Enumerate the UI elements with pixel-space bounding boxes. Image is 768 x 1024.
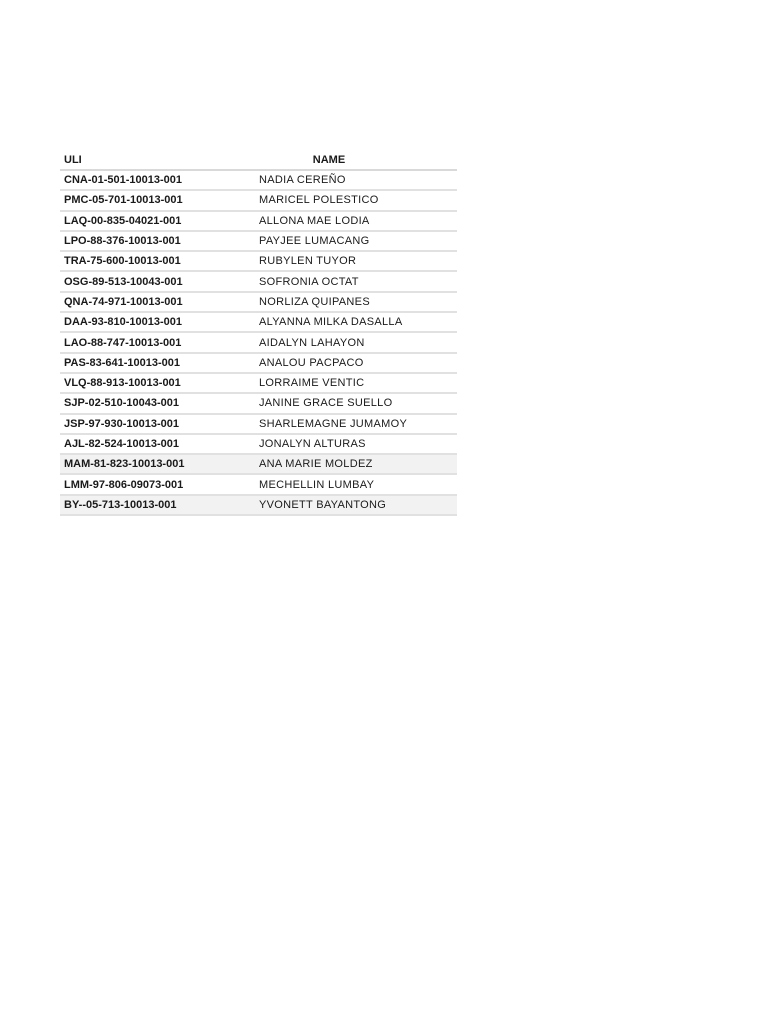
table-row bbox=[60, 394, 457, 414]
table-row bbox=[60, 496, 457, 516]
uli-cell: MAM-81-823-10013-001 bbox=[64, 458, 185, 471]
table-row bbox=[60, 435, 457, 455]
uli-cell: LAQ-00-835-04021-001 bbox=[64, 214, 182, 227]
name-cell: MARICEL POLESTICO bbox=[259, 194, 379, 207]
name-column-header: NAME bbox=[312, 154, 346, 166]
name-cell: ALLONA MAE LODIA bbox=[259, 214, 370, 227]
uli-cell: PMC-05-701-10013-001 bbox=[64, 194, 183, 207]
table-row bbox=[60, 333, 457, 353]
table-row bbox=[60, 475, 457, 495]
uli-cell: DAA-93-810-10013-001 bbox=[64, 316, 183, 329]
table-row bbox=[60, 354, 457, 374]
uli-column-header: ULI bbox=[64, 154, 82, 166]
table-row bbox=[60, 272, 457, 292]
table-header-row bbox=[60, 151, 457, 171]
table-row bbox=[60, 191, 457, 211]
name-cell: NORLIZA QUIPANES bbox=[259, 295, 370, 308]
uli-cell: PAS-83-641-10013-001 bbox=[64, 356, 180, 369]
name-cell: JONALYN ALTURAS bbox=[259, 438, 366, 450]
table-row bbox=[60, 313, 457, 333]
uli-cell: QNA-74-971-10013-001 bbox=[64, 295, 183, 308]
table-row bbox=[60, 252, 457, 272]
uli-cell: AJL-82-524-10013-001 bbox=[64, 438, 179, 450]
table-row bbox=[60, 171, 457, 191]
uli-cell: VLQ-88-913-10013-001 bbox=[64, 377, 181, 390]
name-cell: PAYJEE LUMACANG bbox=[259, 235, 370, 248]
name-cell: ANALOU PACPACO bbox=[259, 356, 364, 369]
uli-cell: TRA-75-600-10013-001 bbox=[64, 255, 181, 268]
name-cell: RUBYLEN TUYOR bbox=[259, 255, 357, 268]
uli-cell: SJP-02-510-10043-001 bbox=[64, 397, 179, 410]
name-cell: MECHELLIN LUMBAY bbox=[259, 478, 375, 491]
uli-cell: BY--05-713-10013-001 bbox=[64, 498, 177, 511]
uli-cell: JSP-97-930-10013-001 bbox=[64, 417, 179, 430]
uli-cell: LMM-97-806-09073-001 bbox=[64, 478, 184, 491]
name-cell: YVONETT BAYANTONG bbox=[259, 498, 387, 511]
name-cell: ALYANNA MILKA DASALLA bbox=[259, 316, 403, 329]
table-row bbox=[60, 374, 457, 394]
name-cell: SHARLEMAGNE JUMAMOY bbox=[259, 417, 408, 430]
uli-cell: LAO-88-747-10013-001 bbox=[64, 336, 182, 349]
name-cell: NADIA CEREÑO bbox=[259, 174, 346, 187]
name-cell: AIDALYN LAHAYON bbox=[259, 336, 365, 349]
uli-cell: LPO-88-376-10013-001 bbox=[64, 235, 181, 248]
name-cell: ANA MARIE MOLDEZ bbox=[259, 458, 373, 471]
uli-cell: CNA-01-501-10013-001 bbox=[64, 174, 183, 187]
name-cell: LORRAIME VENTIC bbox=[259, 377, 365, 390]
table-row bbox=[60, 232, 457, 252]
uli-name-table bbox=[60, 151, 457, 516]
uli-cell: OSG-89-513-10043-001 bbox=[64, 275, 183, 288]
table-row bbox=[60, 212, 457, 232]
table-row bbox=[60, 415, 457, 435]
name-cell: JANINE GRACE SUELLO bbox=[259, 397, 393, 410]
table-row bbox=[60, 293, 457, 313]
table-row bbox=[60, 455, 457, 475]
name-cell: SOFRONIA OCTAT bbox=[259, 275, 359, 288]
